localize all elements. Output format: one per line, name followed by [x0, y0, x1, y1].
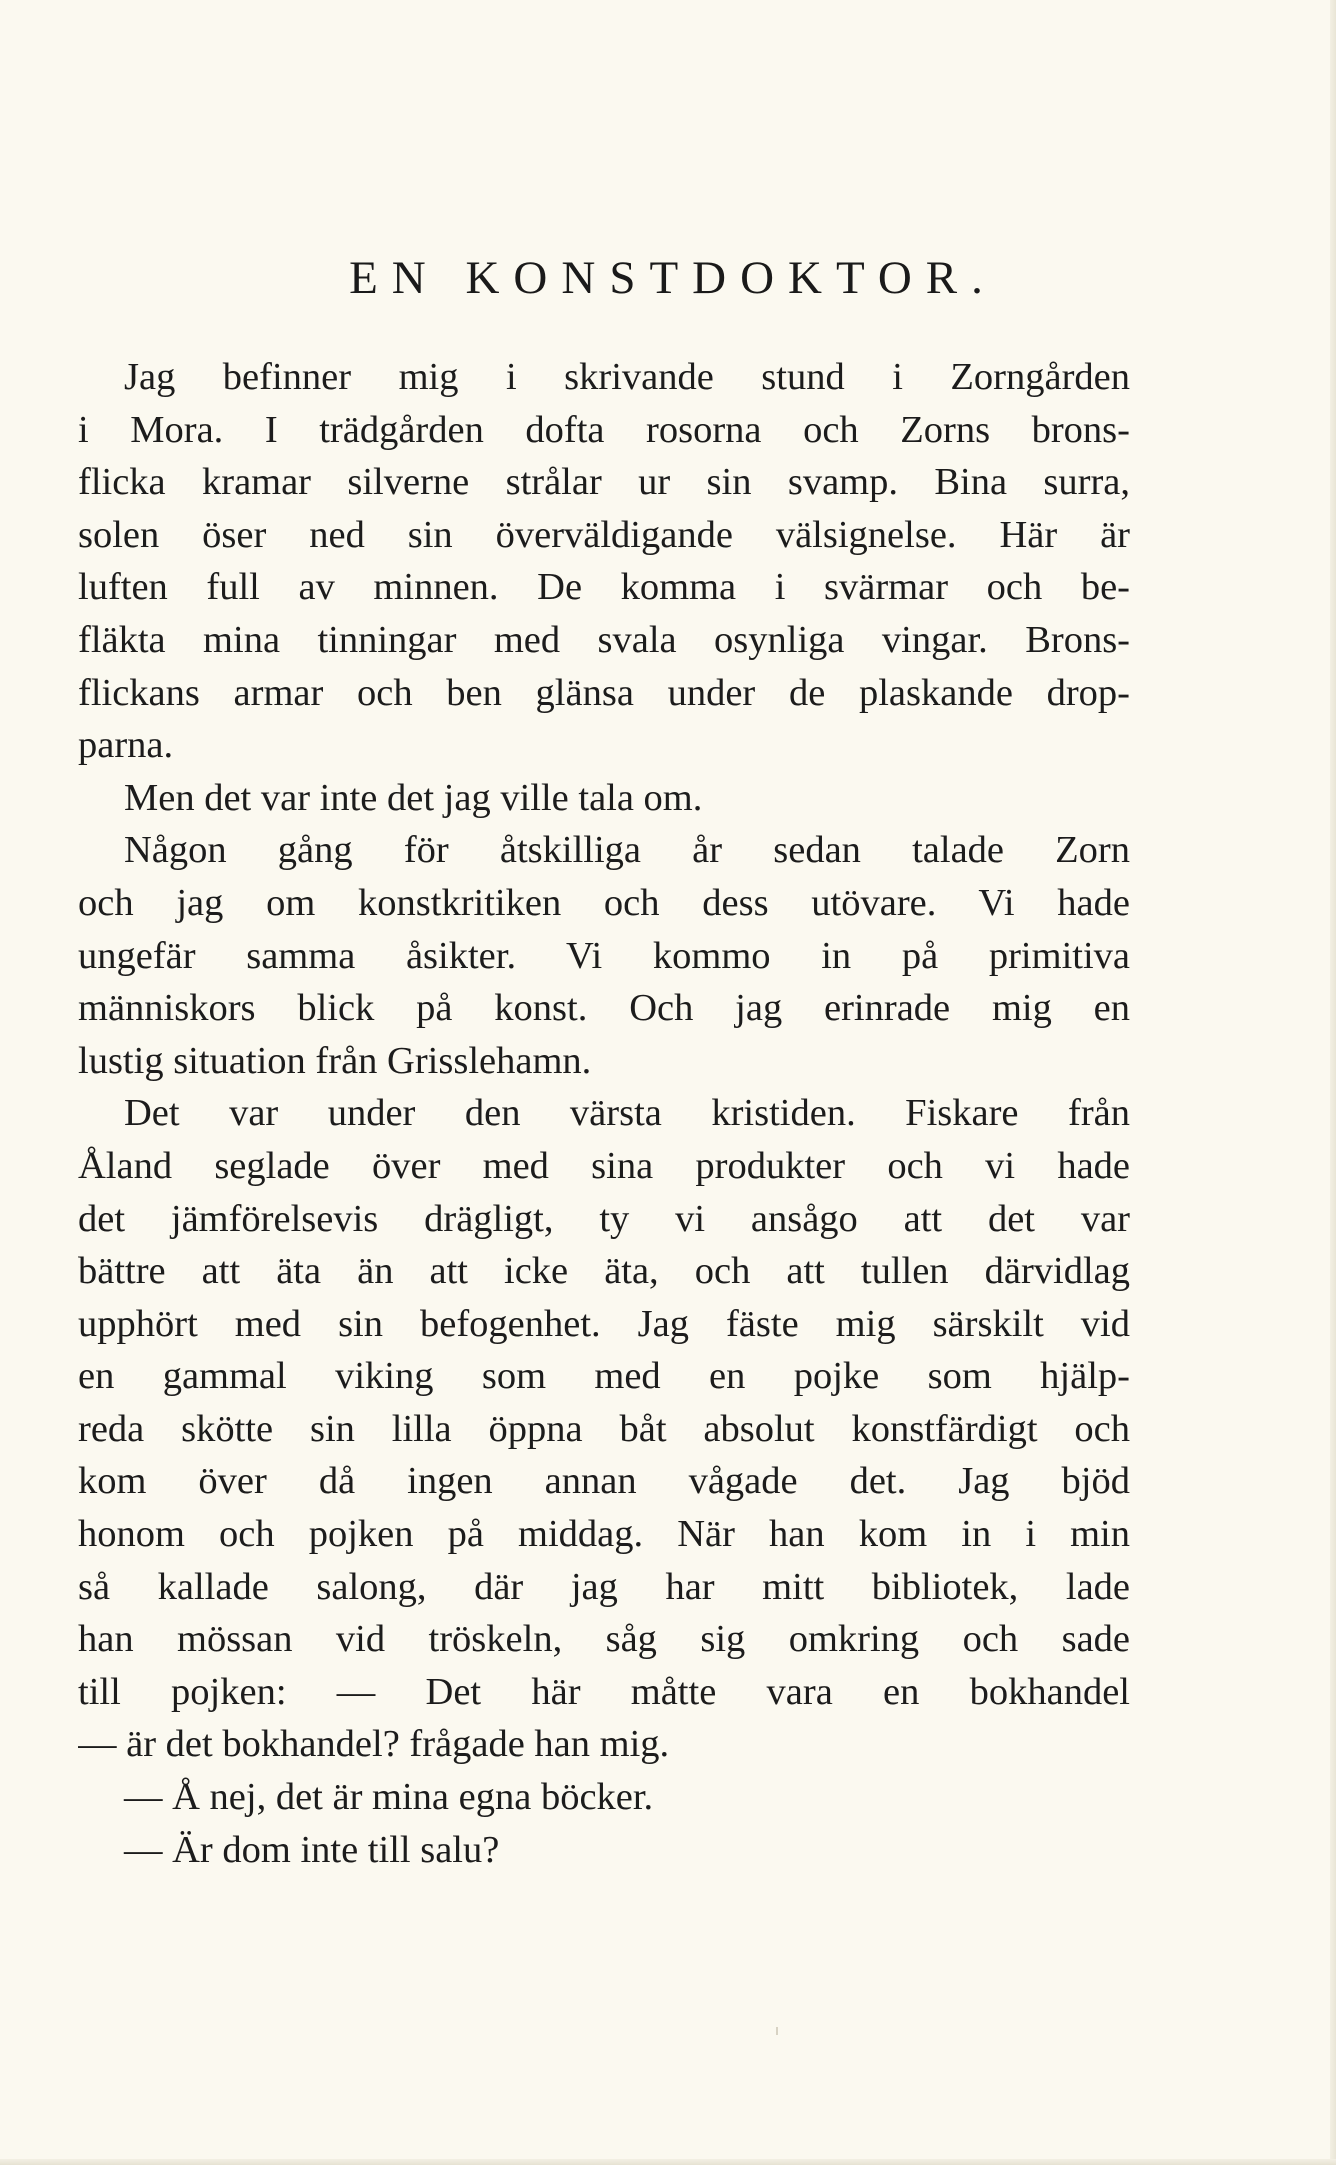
text-line: kom över då ingen annan vågade det. Jag bjöd	[78, 1460, 1130, 1503]
text-line: Men det var inte det jag ville tala om.	[124, 776, 703, 819]
text-line: flicka kramar silverne strålar ur sin svamp. Bina surra,	[78, 461, 1130, 504]
text-line: i Mora. I trädgården dofta rosorna och Zorns brons-	[78, 408, 1130, 451]
chapter-title: EN KONSTDOKTOR.	[349, 252, 997, 304]
text-line: bättre att äta än att icke äta, och att tullen därvidlag	[78, 1250, 1130, 1293]
text-line: han mössan vid tröskeln, såg sig omkring och sade	[78, 1618, 1130, 1661]
text-line: fläkta mina tinningar med svala osynliga vingar. Brons-	[78, 618, 1130, 661]
text-line: och jag om konstkritiken och dess utövare. Vi hade	[78, 881, 1130, 924]
text-line: — Å nej, det är mina egna böcker.	[124, 1776, 654, 1819]
text-line: Åland seglade över med sina produkter och vi hade	[78, 1144, 1130, 1187]
text-line: lustig situation från Grisslehamn.	[78, 1039, 592, 1082]
text-line: till pojken: — Det här måtte vara en bokhandel	[78, 1670, 1130, 1713]
page-edge-right	[1330, 0, 1336, 2165]
text-line: — är det bokhandel? frågade han mig.	[78, 1723, 670, 1766]
text-line: människors blick på konst. Och jag erinrade mig en	[78, 987, 1130, 1030]
page-edge-bottom	[0, 2159, 1336, 2165]
text-line: det jämförelsevis drägligt, ty vi ansågo att det var	[78, 1197, 1130, 1240]
text-line: parna.	[78, 724, 174, 767]
text-line: Det var under den värsta kristiden. Fiskare från	[124, 1092, 1130, 1135]
text-line: — Är dom inte till salu?	[124, 1828, 500, 1871]
text-line: upphört med sin befogenhet. Jag fäste mig särskilt vid	[78, 1302, 1130, 1345]
paper-speck	[776, 2027, 778, 2035]
text-line: en gammal viking som med en pojke som hjälp-	[78, 1355, 1130, 1398]
body-text	[78, 351, 1130, 1876]
text-line: Jag befinner mig i skrivande stund i Zorngården	[124, 356, 1130, 398]
text-line: flickans armar och ben glänsa under de plaskande drop-	[78, 671, 1130, 714]
text-line: Någon gång för åtskilliga år sedan talade Zorn	[124, 829, 1130, 872]
text-line: ungefär samma åsikter. Vi kommo in på primitiva	[78, 934, 1130, 977]
text-line: honom och pojken på middag. När han kom in i min	[78, 1513, 1130, 1556]
text-line: luften full av minnen. De komma i svärmar och be-	[78, 566, 1130, 609]
text-line: så kallade salong, där jag har mitt bibliotek, lade	[78, 1565, 1130, 1608]
text-line: solen öser ned sin överväldigande välsignelse. Här är	[78, 513, 1130, 556]
text-line: reda skötte sin lilla öppna båt absolut konstfärdigt och	[78, 1407, 1130, 1450]
